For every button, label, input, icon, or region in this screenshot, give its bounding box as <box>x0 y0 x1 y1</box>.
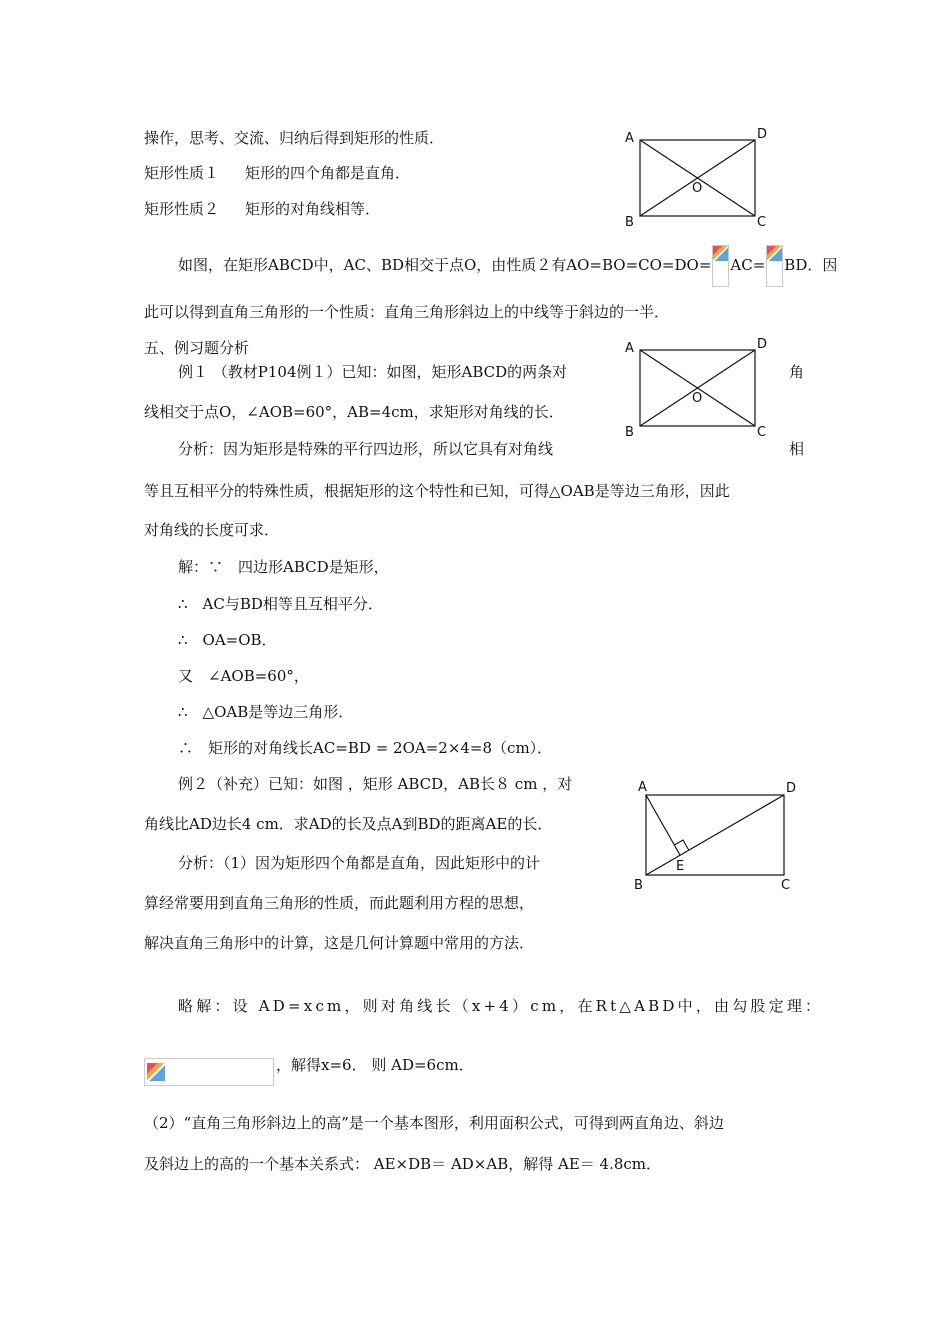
analysis-1-line-2: 等且互相平分的特殊性质，根据矩形的这个特性和已知，可得△OAB是等边三角形，因此 <box>144 482 730 500</box>
brief-solution-result: ，解得x=6． 则 AD=6cm． <box>276 1056 474 1074</box>
analysis-2-line-3: 解决直角三角形中的计算，这是几何计算题中常用的方法． <box>144 934 535 952</box>
figure-explanation-b: AC= <box>730 256 766 274</box>
equation-image-placeholder <box>144 1058 274 1086</box>
section-heading: 五、例习题分析 <box>144 339 250 357</box>
property-1-label: 矩形性质１ <box>144 164 220 182</box>
brief-solution: 略解：设 AD=xcm，则对角线长（x+4）cm，在Rt△ABD中，由勾股定理： <box>178 997 824 1015</box>
fig2-label-d: D <box>757 337 768 352</box>
solution-step-5: ∴ △OAB是等边三角形． <box>178 703 354 721</box>
property-2 <box>144 199 380 219</box>
solution-step-6: ∴ 矩形的对角线长AC=BD = 2OA=2×4=8（cm）． <box>178 739 553 757</box>
analysis-1-line-3: 对角线的长度可求． <box>144 521 280 539</box>
fig3-label-e: E <box>676 859 685 874</box>
fig3-label-b: B <box>634 878 643 893</box>
part-2-line-1: （2）“直角三角形斜边上的高”是一个基本图形，利用面积公式，可得到两直角边、斜边 <box>144 1114 724 1132</box>
analysis-1-line-1-end: 相 <box>789 440 805 458</box>
analysis-1-line-1: 分析：因为矩形是特殊的平行四边形，所以它具有对角线 <box>178 440 554 458</box>
fig3-label-d: D <box>786 781 797 796</box>
fig3-label-a: A <box>638 780 647 795</box>
broken-image-icon <box>147 1063 165 1081</box>
fig2-label-a: A <box>625 341 634 356</box>
fig2-label-c: C <box>757 425 767 440</box>
conclusion-line: 此可以得到直角三角形的一个性质：直角三角形斜边上的中线等于斜边的一半． <box>144 303 670 321</box>
property-1-text: 矩形的四个角都是直角． <box>245 164 411 182</box>
part-2-line-2: 及斜边上的高的一个基本关系式： AE×DB＝ AD×AB，解得 AE＝ 4.8cm． <box>144 1155 662 1173</box>
example-1-line-1-end: 角 <box>789 363 805 381</box>
fig1-label-a: A <box>625 131 634 146</box>
broken-image-icon <box>766 245 783 287</box>
intro-line: 操作，思考、交流、归纳后得到矩形的性质． <box>144 129 445 147</box>
property-1 <box>144 163 410 183</box>
analysis-2-line-1: 分析：（1）因为矩形四个角都是直角，因此矩形中的计 <box>178 854 541 872</box>
example-1-line-2: 线相交于点O，∠AOB=60°，AB=4cm，求矩形对角线的长． <box>144 403 564 421</box>
figure-explanation <box>178 245 837 287</box>
property-2-text: 矩形的对角线相等． <box>245 200 381 218</box>
fig2-label-o: O <box>692 391 703 406</box>
fig2-label-b: B <box>625 425 634 440</box>
example-2-line-1: 例２（补充）已知：如图 ，矩形 ABCD，AB长８ cm ，对 <box>178 775 573 793</box>
example-2-line-2: 角线比AD边长4 cm．求AD的长及点A到BD的距离AE的长． <box>144 815 553 833</box>
rectangle-figure-3 <box>630 778 805 897</box>
fig1-label-c: C <box>757 215 767 230</box>
example-1-line-1: 例１ （教材P104例１）已知：如图，矩形ABCD的两条对 <box>178 363 568 381</box>
fig3-label-c: C <box>781 878 791 893</box>
property-2-label: 矩形性质２ <box>144 200 220 218</box>
figure-explanation-a: 如图，在矩形ABCD中，AC、BD相交于点O，由性质２有AO=BO=CO=DO= <box>178 256 712 274</box>
figure-explanation-c: BD．因 <box>784 256 838 274</box>
fig1-label-o: O <box>692 181 703 196</box>
solution-step-1: 解：∵ 四边形ABCD是矩形， <box>178 558 389 576</box>
fig1-label-b: B <box>625 215 634 230</box>
broken-image-icon <box>712 245 729 287</box>
analysis-2-line-2: 算经常要用到直角三角形的性质，而此题利用方程的思想， <box>144 894 535 912</box>
rectangle-figure-2 <box>622 336 772 440</box>
solution-step-2: ∴ AC与BD相等且互相平分． <box>178 595 383 613</box>
fig1-label-d: D <box>757 127 768 142</box>
rectangle-figure-1 <box>622 126 772 230</box>
solution-step-3: ∴ OA=OB． <box>178 631 277 649</box>
solution-step-4: 又 ∠AOB=60°， <box>178 667 309 685</box>
